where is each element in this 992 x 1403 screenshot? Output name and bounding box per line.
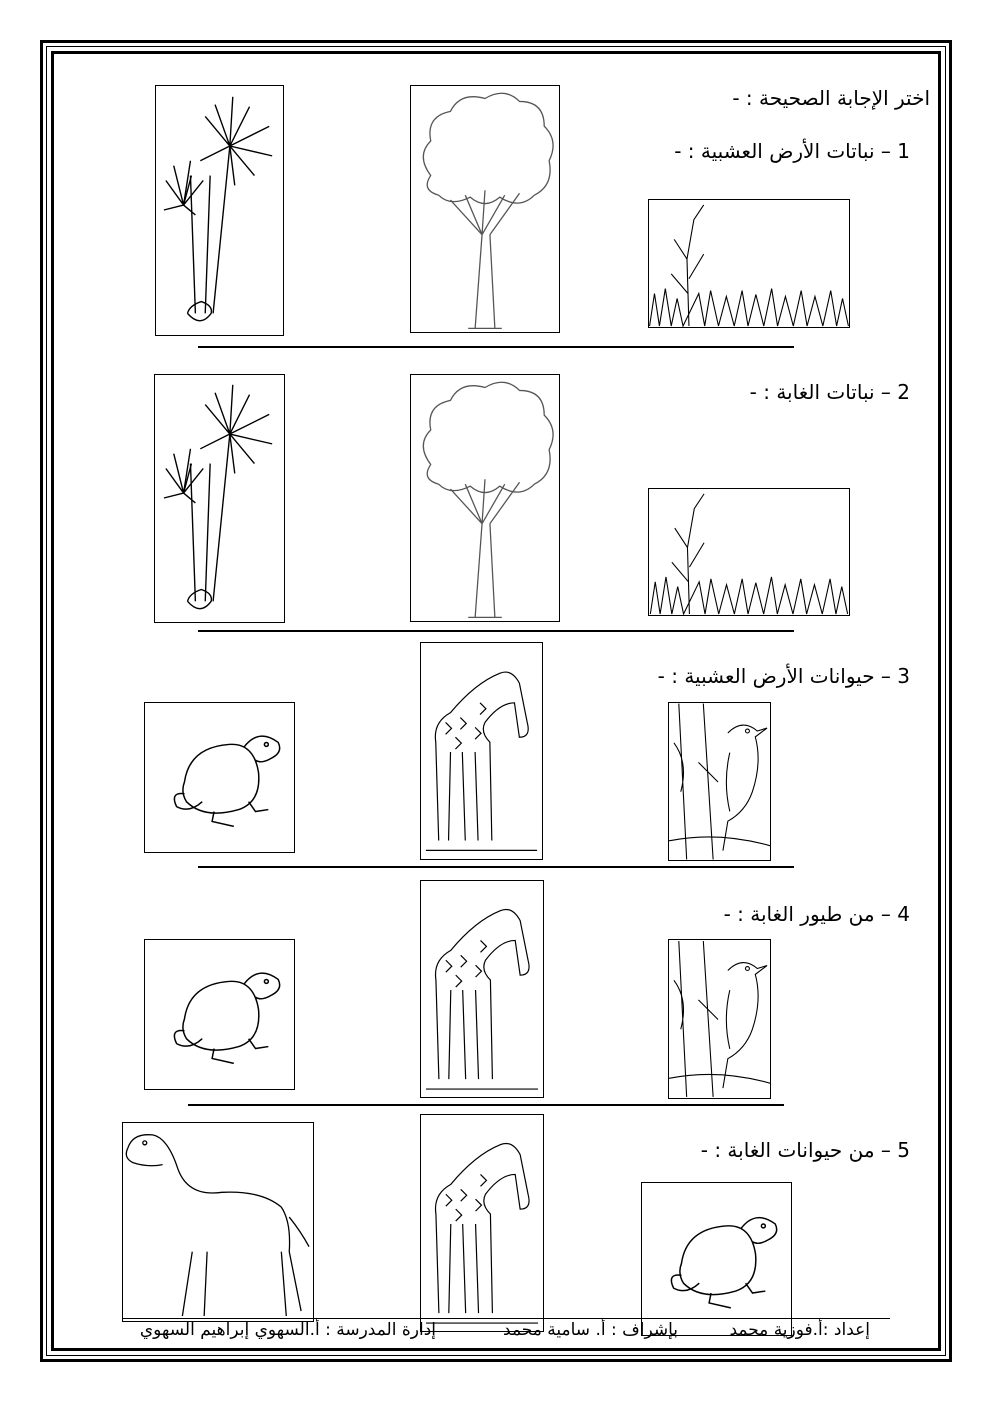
footer-school-admin: إدارة المدرسة : أ.السهوي إبراهيم السهوي [139, 1320, 436, 1340]
q2-option-palm-trees[interactable] [154, 374, 285, 623]
palm-trees-icon [156, 86, 283, 335]
woodpecker-icon [669, 703, 770, 860]
q4-option-giraffe[interactable] [420, 880, 544, 1098]
q3-option-woodpecker[interactable] [668, 702, 771, 861]
q3-option-giraffe[interactable] [420, 642, 543, 860]
question-4: 4 – من طيور الغابة : - [723, 902, 910, 926]
question-3: 3 – حيوانات الأرض العشبية : - [657, 664, 910, 688]
palm-trees-icon [155, 375, 284, 622]
question-2: 2 – نباتات الغابة : - [749, 380, 910, 404]
grass-icon [649, 200, 849, 327]
footer-rule [122, 1318, 890, 1319]
camel-icon [123, 1123, 313, 1321]
q2-option-tree[interactable] [410, 374, 560, 622]
instruction: اختر الإجابة الصحيحة : - [732, 86, 930, 110]
giraffe-icon [421, 881, 543, 1097]
question-5: 5 – من حيوانات الغابة : - [700, 1138, 910, 1162]
q1-option-palm-trees[interactable] [155, 85, 284, 336]
footer-supervision: بإشراف : أ. سامية محمد [503, 1320, 678, 1340]
giraffe-icon [421, 1115, 543, 1331]
giraffe-icon [421, 643, 542, 859]
q5-option-camel[interactable] [122, 1122, 314, 1322]
divider-4 [188, 1104, 784, 1106]
question-1: 1 – نباتات الأرض العشبية : - [674, 139, 910, 163]
rodent-icon [145, 940, 294, 1089]
grass-icon [649, 489, 849, 615]
q1-option-grass[interactable] [648, 199, 850, 328]
divider-2 [198, 630, 794, 632]
q2-option-grass[interactable] [648, 488, 850, 616]
rodent-icon [145, 703, 294, 852]
q5-option-rodent[interactable] [641, 1182, 792, 1336]
q3-option-rodent[interactable] [144, 702, 295, 853]
q4-option-rodent[interactable] [144, 939, 295, 1090]
tree-icon [411, 86, 559, 332]
rodent-icon [642, 1183, 791, 1335]
q4-option-woodpecker[interactable] [668, 939, 771, 1099]
divider-3 [198, 866, 794, 868]
footer-prepared: إعداد :أ.فوزية محمد [729, 1320, 870, 1340]
divider-1 [198, 346, 794, 348]
tree-icon [411, 375, 559, 621]
woodpecker-icon [669, 940, 770, 1098]
q1-option-tree[interactable] [410, 85, 560, 333]
q5-option-giraffe[interactable] [420, 1114, 544, 1332]
